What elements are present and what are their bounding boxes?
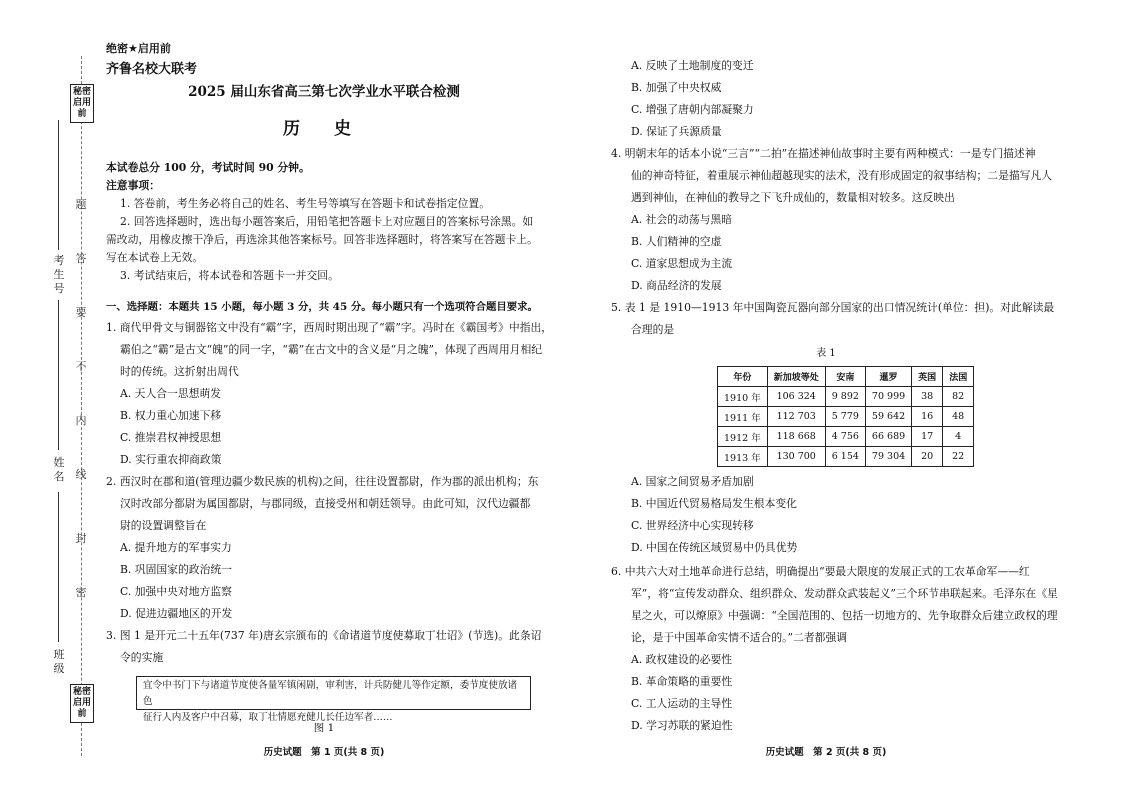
- question-4-line: 4. 明朝末年的话本小说“三言”“二拍”在描述神仙故事时主要有两种模式：一是专门描述神: [611, 147, 1036, 160]
- question-2-option-d: D. 促进边疆地区的开发: [120, 607, 233, 620]
- cut-line: [81, 56, 82, 756]
- note-item: 需改动，用橡皮擦干净后，再选涂其他答案标号。回答非选择题时，将答案写在答题卡上。: [106, 233, 538, 246]
- cut-line-char: 不: [75, 360, 87, 373]
- section-heading: 一、选择题：本题共 15 小题，每小题 3 分，共 45 分。每小题只有一个选项符合题目要求。: [106, 301, 538, 313]
- table-cell: 79 304: [865, 447, 911, 467]
- subject-title: 历 史: [283, 119, 365, 139]
- table-row: [718, 427, 974, 447]
- question-1-option-d: D. 实行重农抑商政策: [120, 453, 222, 466]
- exam-title: 2025 届山东省高三第七次学业水平联合检测: [188, 84, 460, 100]
- cut-line-char: 内: [75, 414, 87, 427]
- question-6-option-b: B. 革命策略的重要性: [631, 675, 733, 688]
- question-4-option-c: C. 道家思想成为主流: [631, 257, 733, 270]
- table-cell: 16: [912, 407, 943, 427]
- table-cell: 5 779: [825, 407, 865, 427]
- field-underline: [58, 120, 59, 250]
- cut-line-char: 线: [75, 468, 87, 481]
- question-6-line: 论，是于中国革命实情不适合的。”二者都强调: [631, 631, 848, 644]
- figure-1-line: 征行人内及客户中召募，取丁壮情愿充健儿长任边军者……: [143, 712, 393, 723]
- question-2-option-b: B. 巩固国家的政治统一: [120, 563, 232, 576]
- table-cell: 1913 年: [718, 447, 768, 467]
- notes-heading: 注意事项：: [106, 179, 160, 192]
- question-5-option-b: B. 中国近代贸易格局发生根本变化: [631, 497, 797, 510]
- table-header-cell: 英国: [912, 367, 943, 387]
- question-3-option-c: C. 增强了唐朝内部凝聚力: [631, 103, 754, 116]
- table-cell: 9 892: [825, 387, 865, 407]
- table-cell: 130 700: [767, 447, 825, 467]
- table-header-cell: 安南: [825, 367, 865, 387]
- question-5-line: 合理的是: [631, 323, 675, 336]
- cut-line-char: 题: [75, 198, 87, 211]
- question-4-line: 仙的神奇特征，着重展示神仙超越现实的法术，没有形成固定的叙事结构；二是描写凡人: [631, 169, 1053, 182]
- table-cell: 1911 年: [718, 407, 768, 427]
- table-cell: 1910 年: [718, 387, 768, 407]
- cut-line-char: 密: [75, 586, 87, 599]
- table-1: [717, 366, 974, 467]
- question-3-line: 3. 图 1 是开元二十五年(737 年)唐玄宗颁布的《命诸道节度使募取丁壮诏》(节选)。此条诏: [106, 629, 542, 642]
- table-cell: 17: [912, 427, 943, 447]
- binding-margin: [0, 0, 100, 800]
- question-5-option-d: D. 中国在传统区域贸易中仍具优势: [631, 541, 798, 554]
- page-footer-right: 历史试题 第 2 页(共 8 页): [765, 747, 887, 758]
- question-6-line: 军”，将“宣传发动群众、组织群众、发动群众武装起义”三个环节串联起来。毛泽东在《星: [631, 587, 1058, 600]
- question-4-line: 遇到神仙，在神仙的教导之下飞升成仙的，数量相对较多。这反映出: [631, 191, 955, 204]
- field-underline: [58, 492, 59, 642]
- note-item: 1. 答卷前，考生务必将自己的姓名、考生号等填写在答题卡和试卷指定位置。: [120, 197, 491, 210]
- question-6-option-a: A. 政权建设的必要性: [631, 653, 733, 666]
- question-4-option-b: B. 人们精神的空虚: [631, 235, 722, 248]
- table-cell: 48: [943, 407, 974, 427]
- note-item: 写在本试卷上无效。: [106, 251, 204, 264]
- question-5-option-a: A. 国家之间贸易矛盾加剧: [631, 475, 754, 488]
- cut-line-char: 要: [75, 306, 87, 319]
- field-label-class: 班级: [53, 648, 65, 675]
- question-1-option-b: B. 权力重心加速下移: [120, 409, 222, 422]
- note-item: 2. 回答选择题时，选出每小题答案后，用铅笔把答题卡上对应题目的答案标号涂黑。如: [120, 215, 534, 228]
- question-3-option-b: B. 加强了中央权威: [631, 81, 722, 94]
- table-row: [718, 387, 974, 407]
- seal-top: 秘密启用前: [70, 84, 94, 123]
- question-1-option-a: A. 天人合一思想萌发: [120, 387, 222, 400]
- secret-mark: 绝密★启用前: [106, 42, 171, 55]
- table-cell: 118 668: [767, 427, 825, 447]
- question-1-line: 霸伯之“霸”是古文“魄”的同一字，“霸”在古文中的含义是“月之魄”，体现了西周用月相纪: [120, 343, 543, 356]
- field-label-name: 姓名: [53, 456, 65, 483]
- table-header-cell: 暹罗: [865, 367, 911, 387]
- question-2-option-c: C. 加强中央对地方监察: [120, 585, 232, 598]
- table-cell: 66 689: [865, 427, 911, 447]
- field-underline: [58, 300, 59, 450]
- question-2-line: 2. 西汉时在郡和道(管理边疆少数民族的机构)之间，往往设置都尉，作为郡的派出机构；东: [106, 475, 539, 488]
- question-1-line: 时的传统。这折射出周代: [120, 365, 239, 378]
- table-cell: 20: [912, 447, 943, 467]
- field-label-student-id: 考生号: [53, 254, 65, 295]
- table-cell: 4: [943, 427, 974, 447]
- question-6-option-c: C. 工人运动的主导性: [631, 697, 733, 710]
- question-4-option-a: A. 社会的动荡与黑暗: [631, 213, 733, 226]
- page-2: [611, 0, 1058, 800]
- figure-1-caption: 图 1: [313, 722, 335, 734]
- table-row: [718, 407, 974, 427]
- seal-bottom: 秘密启用前: [70, 684, 94, 723]
- table-row: [718, 447, 974, 467]
- page-1: [106, 0, 553, 800]
- question-2-line: 尉的设置调整旨在: [120, 519, 207, 532]
- question-3-line: 令的实施: [120, 651, 164, 664]
- table-cell: 106 324: [767, 387, 825, 407]
- cut-line-char: 封: [75, 532, 87, 545]
- question-1-option-c: C. 推崇君权神授思想: [120, 431, 222, 444]
- table-cell: 1912 年: [718, 427, 768, 447]
- figure-1-box: [136, 676, 531, 723]
- table-header-cell: 新加坡等处: [767, 367, 825, 387]
- question-6-option-d: D. 学习苏联的紧迫性: [631, 719, 733, 732]
- table-cell: 4 756: [825, 427, 865, 447]
- question-3-option-a: A. 反映了土地制度的变迁: [631, 59, 754, 72]
- total-score-note: 本试卷总分 100 分，考试时间 90 分钟。: [106, 161, 310, 174]
- question-6-line: 星之火，可以燎原》中强调：“全国范围的、包括一切地方的、先争取群众后建立政权的理: [631, 609, 1058, 622]
- question-6-line: 6. 中共六大对土地革命进行总结，明确提出“要最大限度的发展正式的工农革命军——红: [611, 565, 1030, 578]
- table-cell: 82: [943, 387, 974, 407]
- table-cell: 6 154: [825, 447, 865, 467]
- question-4-option-d: D. 商品经济的发展: [631, 279, 722, 292]
- question-5-line: 5. 表 1 是 1910—1913 年中国陶瓷瓦器向部分国家的出口情况统计(单位：担)。对此解读最: [611, 301, 1055, 314]
- table-cell: 22: [943, 447, 974, 467]
- figure-1-line: 宜令中书门下与诸道节度使各量军镇闲剧，审利害，计兵防健儿等作定额，委节度使放诸色: [143, 680, 518, 707]
- cut-line-char: 答: [75, 252, 87, 265]
- note-item: 3. 考试结束后，将本试卷和答题卡一并交回。: [120, 269, 339, 282]
- table-header-cell: 法国: [943, 367, 974, 387]
- table-header-cell: 年份: [718, 367, 768, 387]
- table-cell: 59 642: [865, 407, 911, 427]
- table-header-row: [718, 367, 974, 387]
- school-name: 齐鲁名校大联考: [106, 62, 198, 77]
- table-cell: 112 703: [767, 407, 825, 427]
- question-1-line: 1. 商代甲骨文与铜器铭文中没有“霸”字，西周时期出现了“霸”字。冯时在《霸国考》中指出，: [106, 321, 553, 334]
- question-3-option-d: D. 保证了兵源质量: [631, 125, 722, 138]
- question-2-line: 汉时改部分都尉为属国都尉，与郡同级，直接受州和朝廷领导。由此可知，汉代边疆都: [120, 497, 531, 510]
- question-2-option-a: A. 提升地方的军事实力: [120, 541, 232, 554]
- question-5-option-c: C. 世界经济中心实现转移: [631, 519, 754, 532]
- table-cell: 38: [912, 387, 943, 407]
- table-cell: 70 999: [865, 387, 911, 407]
- page-footer-left: 历史试题 第 1 页(共 8 页): [263, 747, 385, 758]
- table-1-caption: 表 1: [816, 348, 836, 359]
